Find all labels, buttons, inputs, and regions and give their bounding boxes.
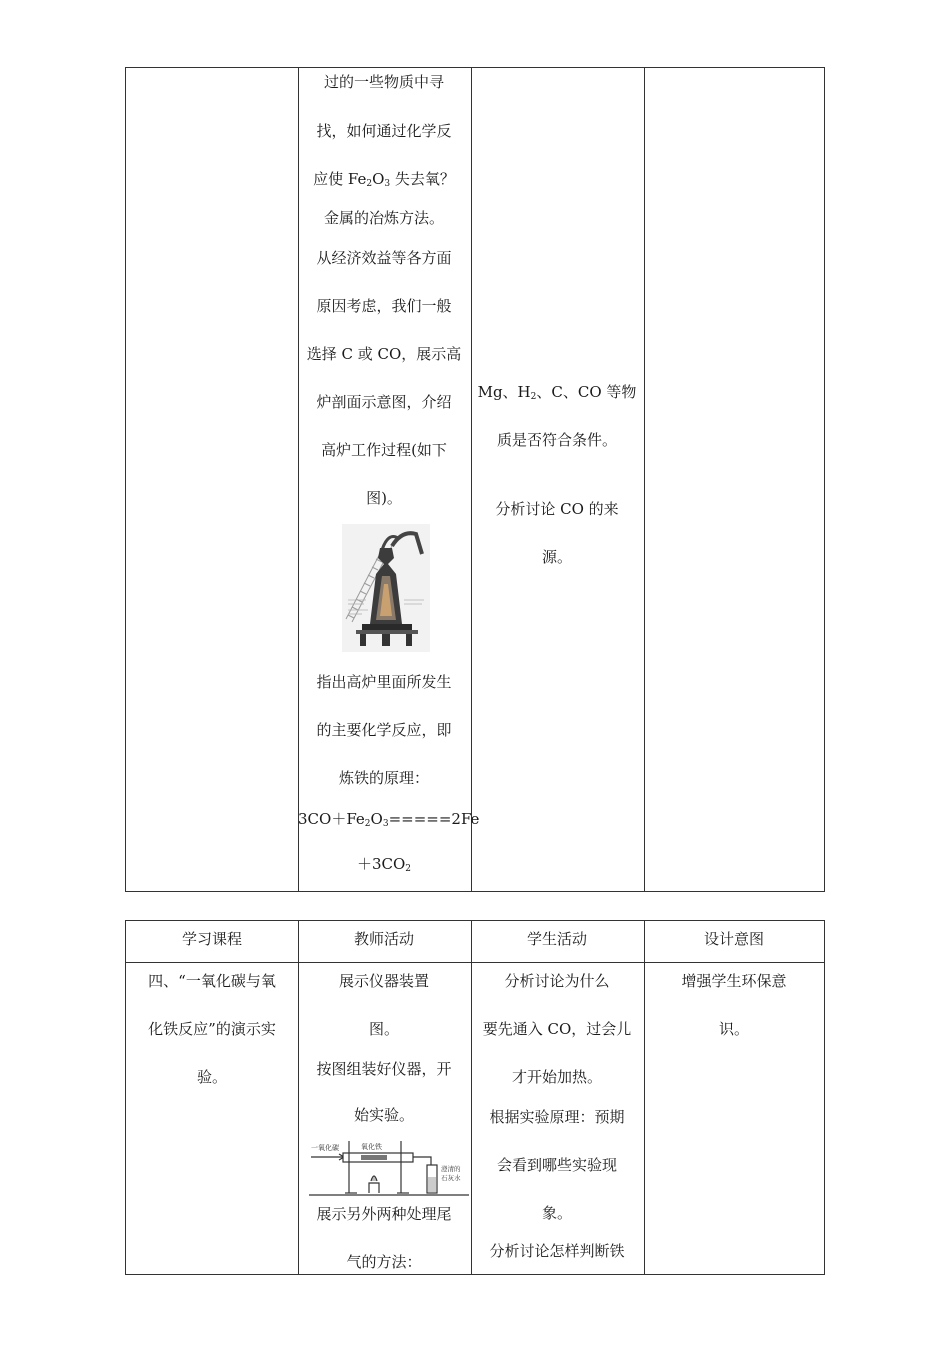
teacher-text-line: 炼铁的原理： [338, 769, 429, 787]
teacher-text-line: 气的方法： [346, 1253, 422, 1271]
teacher-text-line: 图。 [368, 1020, 399, 1038]
header-intent: 设计意图 [703, 930, 764, 948]
student-text-line: 质是否符合条件。 [496, 431, 617, 449]
course-text-line: 化铁反应”的演示实 [148, 1020, 276, 1038]
column-divider [471, 68, 472, 891]
apparatus-label-limewater: 石灰水 [441, 1174, 461, 1182]
teacher-text-line: 从经济效益等各方面 [316, 249, 452, 267]
teacher-text-line: 指出高炉里面所发生 [316, 673, 452, 691]
teacher-text-line: 选择 C 或 CO，展示高 [306, 345, 462, 363]
intent-text-line: 增强学生环保意 [681, 972, 787, 990]
student-text-line: 源。 [541, 548, 572, 566]
blast-furnace-diagram [342, 524, 430, 652]
course-text-line: 四、“一氧化碳与氧 [148, 972, 276, 990]
teacher-text-line: 金属的冶炼方法。 [323, 209, 444, 227]
teacher-text-line: 应使 $Fe_2O_3$ 失去氧？ [313, 170, 455, 189]
student-text-line: 分析讨论为什么 [504, 972, 610, 990]
course-text-line: 验。 [196, 1068, 227, 1086]
teacher-text-line: 按图组装好仪器，开 [316, 1060, 452, 1078]
reaction-equation: $3CO+Fe_2O_3=====2Fe$ [298, 810, 480, 829]
student-text-line: 分析讨论 CO 的来 [495, 500, 619, 518]
teacher-text-line: 炉剖面示意图，介绍 [316, 393, 452, 411]
header-teacher: 教师活动 [353, 930, 414, 948]
apparatus-label-limewater: 澄清的 [441, 1165, 461, 1173]
continuation-table [125, 67, 825, 892]
student-text-line: 分析讨论怎样判断铁 [489, 1242, 625, 1260]
student-text-line: Mg、$H_2$、C、CO 等物 [477, 383, 637, 402]
student-text-line: 才开始加热。 [511, 1068, 602, 1086]
teacher-text-line: 找，如何通过化学反 [316, 122, 452, 140]
apparatus-label-oxide: 氧化铁 [361, 1143, 382, 1151]
header-divider [126, 962, 824, 963]
intent-text-line: 识。 [718, 1020, 749, 1038]
teacher-text-line: 的主要化学反应，即 [316, 721, 452, 739]
teacher-text-line: 展示另外两种处理尾 [316, 1205, 452, 1223]
header-student: 学生活动 [526, 930, 587, 948]
apparatus-label-gas: 一氧化碳 [311, 1144, 339, 1152]
reaction-equation: $+3CO_2$ [356, 855, 412, 874]
teacher-text-line: 高炉工作过程(如下 [321, 441, 447, 459]
teacher-text-line: 图)。 [366, 489, 402, 507]
header-course: 学习课程 [181, 930, 242, 948]
column-divider [644, 68, 645, 891]
student-text-line: 要先通入 CO，过会儿 [482, 1020, 632, 1038]
co-reduction-apparatus-diagram [309, 1137, 469, 1201]
teacher-text-line: 始实验。 [353, 1106, 414, 1124]
teacher-text-line: 展示仪器装置 [338, 972, 429, 990]
teacher-text-line: 原因考虑，我们一般 [316, 297, 452, 315]
student-text-line: 会看到哪些实验现 [496, 1156, 617, 1174]
student-text-line: 象。 [541, 1204, 572, 1222]
student-text-line: 根据实验原理：预期 [489, 1108, 625, 1126]
lesson-table [125, 920, 825, 1275]
teacher-text-line: 过的一些物质中寻 [323, 73, 444, 91]
